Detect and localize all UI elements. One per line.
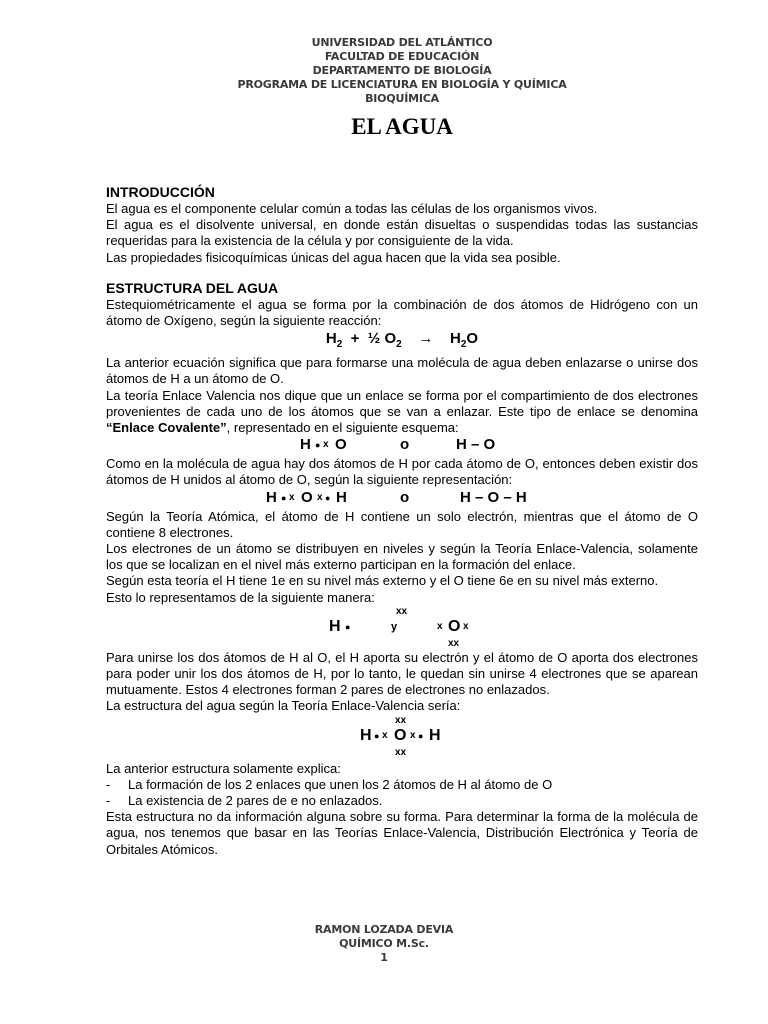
intro-paragraph-1: El agua es el componente celular común a todas las células de los organismos vivos. <box>106 201 598 216</box>
intro-paragraph-2: El agua es el disolvente universal, en donde están disueltas o suspendidas todas las sustancias requeridas para la existencia de la célula y por consiguiente de la vida. <box>106 217 698 249</box>
header-program: PROGRAMA DE LICENCIATURA EN BIOLOGÍA Y QUÍMICA <box>237 78 567 91</box>
intro-paragraph-3: Las propiedades fisicoquímicas únicas del agua hacen que la vida sea posible. <box>106 249 561 265</box>
structure-paragraph-9: Para unirse los dos átomos de H al O, el H aporta su electrón y el átomo de O aporta dos electrones para poder unir los dos átomos de H, por lo tanto, le quedan sin unirse 4 electrones que se aparean mutuamente. Estos 4 electrones forman 2 pares de electrones no enlazados. <box>106 649 698 698</box>
header-subject: BIOQUÍMICA <box>365 92 439 105</box>
header-faculty: FACULTAD DE EDUCACIÓN <box>324 50 480 63</box>
footer-author: RAMON LOZADA DEVIA <box>314 923 454 936</box>
footer-degree: QUÍMICO M.Sc. <box>339 937 429 950</box>
structure-paragraph-12: Esta estructura no da información alguna sobre su forma. Para determinar la forma de la molécula de agua, nos tenemos que basar en las Teorías Enlace-Valencia, Distribución Electrónica y Teoría de Orbitales Atómicos. <box>106 809 698 857</box>
lewis-valence-scheme: xx H ● y x O x xx <box>329 605 469 649</box>
structure-paragraph-7: Según esta teoría el H tiene 1e en su nivel más externo y el O tiene 6e en su nivel más externo. <box>106 573 659 589</box>
page-footer <box>0 923 768 965</box>
covalent-bond-scheme: H ● x O o H – O <box>300 436 496 454</box>
structure-paragraph-11: La anterior estructura solamente explica: <box>106 760 341 776</box>
document-title: EL AGUA <box>351 114 453 139</box>
structure-paragraph-4: Como en la molécula de agua hay dos átomos de H por cada átomo de O, entonces deben existir dos átomos de H unidos al átomo de O, según la siguiente representación: <box>106 456 698 488</box>
page-number: 1 <box>380 951 388 964</box>
structure-paragraph-10: La estructura del agua según la Teoría Enlace-Valencia sería: <box>106 698 461 714</box>
header-university: UNIVERSIDAD DEL ATLÁNTICO <box>311 36 493 49</box>
covalent-bond-term: “Enlace Covalente” <box>106 420 227 436</box>
list-item: - La formación de los 2 enlaces que unen los 2 átomos de H al átomo de O <box>106 776 553 792</box>
explanation-list <box>106 777 698 809</box>
structure-paragraph-1: Estequiométricamente el agua se forma por la combinación de dos átomos de Hidrógeno con un átomo de Oxígeno, según la siguiente reacción: <box>106 296 698 329</box>
list-item: - La existencia de 2 pares de e no enlazados. <box>106 793 383 809</box>
reaction-equation: $H_2$ + ½ $O_2$ → $H_2O$ <box>325 330 479 351</box>
section-heading-structure: ESTRUCTURA DEL AGUA <box>106 279 279 296</box>
structure-paragraph-8: Esto lo representamos de la siguiente manera: <box>106 589 375 605</box>
document-page <box>106 36 698 858</box>
header-department: DEPARTAMENTO DE BIOLOGÍA <box>312 64 492 77</box>
water-bond-scheme: H ● x O x ● H o H – O – H <box>266 488 527 506</box>
structure-paragraph-5: Según la Teoría Atómica, el átomo de H contiene un solo electrón, mientras que el átomo de O contiene 8 electrones. <box>106 508 698 540</box>
institution-header <box>106 36 698 106</box>
structure-paragraph-6: Los electrones de un átomo se distribuyen en niveles y según la Teoría Enlace-Valencia, solamente los que se localizan en el nivel más externo participan en la formación del enlace. <box>106 541 698 573</box>
water-lewis-structure: xx H ● x O x ● H xx <box>360 714 441 758</box>
section-heading-intro: INTRODUCCIÓN <box>106 184 215 200</box>
structure-paragraph-2: La anterior ecuación significa que para formarse una molécula de agua deben enlazarse o unirse dos átomos de H a un átomo de O. <box>106 355 698 387</box>
structure-paragraph-3: La teoría Enlace Valencia nos dique que un enlace se forma por el compartimiento de dos electrones provenientes de cada uno de los átomos que se van a enlazar. Este tipo de enlace se denomina “Enlace Covalente”, representado en el siguiente esquema: <box>106 387 698 436</box>
